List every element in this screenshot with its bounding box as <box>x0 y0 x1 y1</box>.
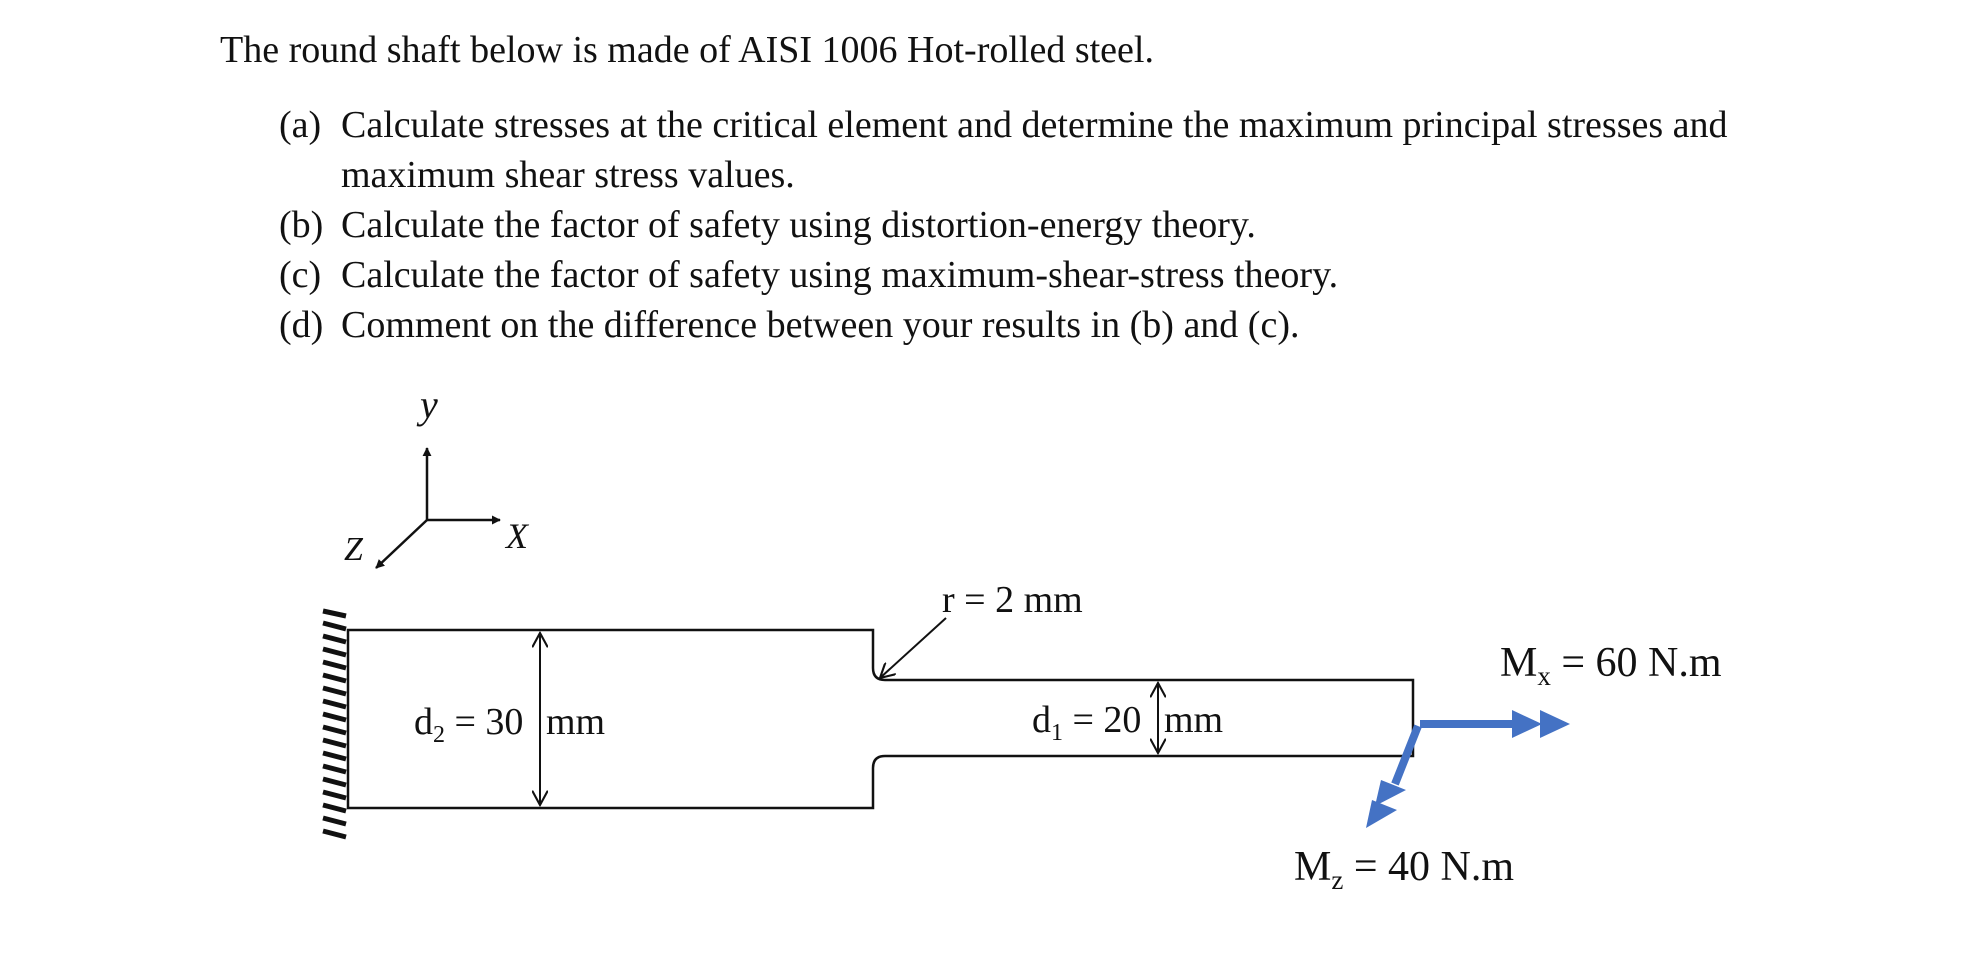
d2-unit: mm <box>546 701 606 743</box>
question-label: (a) <box>279 104 322 146</box>
y-axis-label: y <box>420 382 438 427</box>
question-item <box>279 100 1859 200</box>
d1-unit: mm <box>1164 699 1224 741</box>
question-item <box>279 250 1859 300</box>
fixed-support <box>323 611 346 837</box>
problem-statement: The round shaft below is made of AISI 1006 Hot-rolled steel. <box>220 29 1154 71</box>
moment-z-arrow <box>1366 726 1418 828</box>
coordinate-axes <box>344 382 530 568</box>
question-text: Calculate the factor of safety using maximum-shear-stress theory. <box>341 254 1339 296</box>
question-label: (c) <box>279 254 322 296</box>
fillet-leader <box>880 618 946 678</box>
moment-x-label: $M_x = 60$ N.m <box>1500 640 1722 691</box>
d1-label: $d_1 = 20$ <box>1032 699 1142 746</box>
question-label: (b) <box>279 204 324 246</box>
question-text: Calculate stresses at the critical element and determine the maximum principal stresses and maximum shear stress values. <box>341 104 1728 196</box>
question-label: (d) <box>279 304 324 346</box>
shaft-figure <box>0 360 1975 920</box>
moment-x-arrow <box>1420 710 1570 738</box>
fillet-radius-label: r = 2 mm <box>942 579 1083 621</box>
d2-label: $d_2 = 30$ <box>414 701 524 748</box>
z-axis-label: Z <box>344 531 363 568</box>
question-list <box>279 100 1859 350</box>
moment-z-label: $M_z = 40$ N.m <box>1294 844 1515 895</box>
x-axis-label: X <box>506 516 528 556</box>
question-item <box>279 200 1859 250</box>
question-text: Comment on the difference between your results in (b) and (c). <box>341 304 1300 346</box>
question-item <box>279 300 1859 350</box>
question-text: Calculate the factor of safety using distortion-energy theory. <box>341 204 1256 246</box>
